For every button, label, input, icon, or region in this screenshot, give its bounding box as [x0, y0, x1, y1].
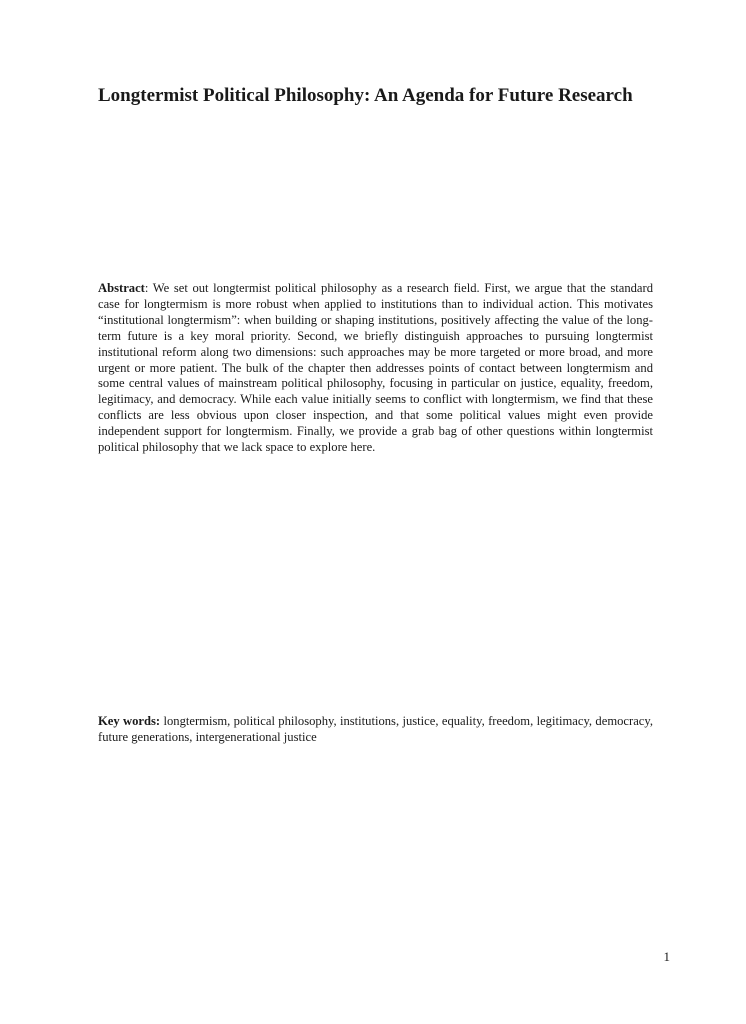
abstract-paragraph [98, 281, 653, 456]
keywords-label: Key words: [98, 714, 161, 728]
keywords-text: longtermism, political philosophy, institutions, justice, equality, freedom, legitimacy, democracy, future generations, intergenerational justice [98, 714, 654, 744]
page-number: 1 [663, 949, 670, 964]
page-title: Longtermist Political Philosophy: An Agenda for Future Research [98, 85, 633, 106]
abstract-label: Abstract [98, 281, 145, 295]
keywords-paragraph [98, 713, 653, 745]
abstract-label-separator: : [144, 281, 149, 295]
abstract-text: We set out longtermist political philosophy as a research field. First, we argue that the standard case for longtermism is more robust when applied to institutions than to individual action. This motivates “institutional longtermism”: when building or shaping institutions, positively affecting the value of the long-term future is a key moral priority. Second, we briefly distinguish approaches to pursuing longtermist institutional reform along two dimensions: such approaches may be more targeted or more broad, and more urgent or more patient. The bulk of the chapter then addresses points of contact between longtermism and some central values of mainstream political philosophy, focusing in particular on justice, equality, freedom, legitimacy, and democracy. While each value initially seems to conflict with longtermism, we find that these conflicts are less obvious upon closer inspection, and that some political values might even provide independent support for longtermism. Finally, we provide a grab bag of other questions within longtermist political philosophy that we lack space to explore here. [98, 281, 653, 455]
